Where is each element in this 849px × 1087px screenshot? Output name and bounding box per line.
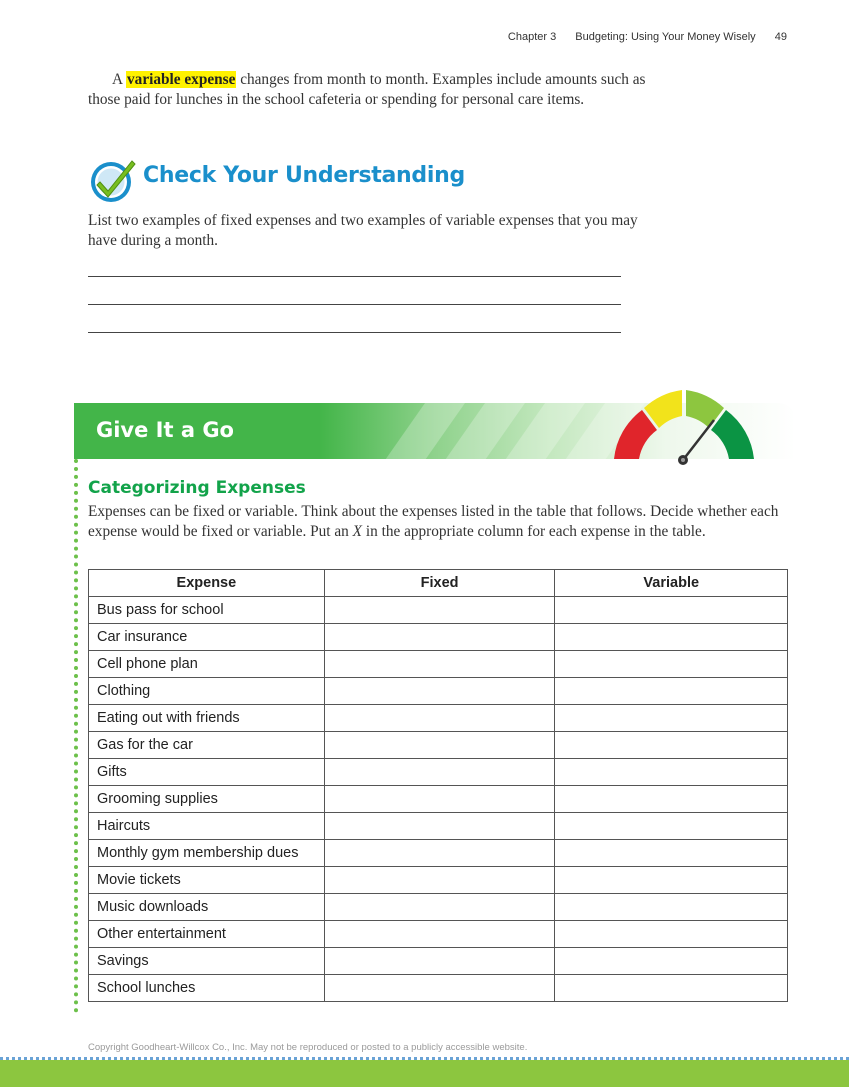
fixed-checkbox-cell[interactable] [324,732,555,759]
table-row [89,705,788,732]
footer-band [0,1060,849,1087]
expense-name-cell: School lunches [89,975,325,1002]
fixed-checkbox-cell[interactable] [324,705,555,732]
section-dotted-border [74,459,78,1013]
give-it-a-go-title: Give It a Go [96,418,234,442]
table-row [89,678,788,705]
expense-name-cell: Clothing [89,678,325,705]
table-row [89,975,788,1002]
column-header-variable: Variable [555,570,788,597]
fixed-checkbox-cell[interactable] [324,651,555,678]
table-row [89,813,788,840]
answer-line[interactable] [88,304,621,305]
instructions-part: in the appropriate column for each expense in the table. [365,522,706,540]
variable-checkbox-cell[interactable] [555,921,788,948]
variable-checkbox-cell[interactable] [555,597,788,624]
expense-name-cell: Other entertainment [89,921,325,948]
expense-name-cell: Monthly gym membership dues [89,840,325,867]
table-row [89,759,788,786]
table-row [89,651,788,678]
table-header-row [89,570,788,597]
answer-line[interactable] [88,332,621,333]
fixed-checkbox-cell[interactable] [324,975,555,1002]
variable-checkbox-cell[interactable] [555,813,788,840]
variable-checkbox-cell[interactable] [555,867,788,894]
expense-name-cell: Grooming supplies [89,786,325,813]
section-instructions [88,502,788,541]
table-row [89,894,788,921]
intro-prefix: A [112,71,123,88]
chapter-label: Chapter 3 [507,31,557,43]
expense-name-cell: Savings [89,948,325,975]
answer-line[interactable] [88,276,621,277]
fixed-checkbox-cell[interactable] [324,759,555,786]
expense-name-cell: Music downloads [89,894,325,921]
variable-checkbox-cell[interactable] [555,786,788,813]
variable-checkbox-cell[interactable] [555,840,788,867]
table-row [89,867,788,894]
intro-rest: changes from month to month. Examples include amounts such as those paid for lunches in the school cafeteria or spending for personal care items. [88,71,646,108]
fixed-checkbox-cell[interactable] [324,678,555,705]
variable-checkbox-cell[interactable] [555,732,788,759]
variable-checkbox-cell[interactable] [555,651,788,678]
speedometer-gauge-icon [612,386,756,476]
column-header-fixed: Fixed [324,570,555,597]
table-row [89,921,788,948]
table-body [89,597,788,1002]
expense-name-cell: Movie tickets [89,867,325,894]
fixed-checkbox-cell[interactable] [324,921,555,948]
highlighted-term: variable expense [127,71,236,88]
variable-checkbox-cell[interactable] [555,894,788,921]
table-row [89,597,788,624]
fixed-checkbox-cell[interactable] [324,597,555,624]
expense-name-cell: Cell phone plan [89,651,325,678]
copyright-notice: Copyright Goodheart-Willcox Co., Inc. May not be reproduced or posted to a publicly accessible website. [88,1042,528,1053]
fixed-checkbox-cell[interactable] [324,867,555,894]
fixed-checkbox-cell[interactable] [324,624,555,651]
table-row [89,948,788,975]
intro-paragraph [88,70,648,110]
table-row [89,732,788,759]
variable-checkbox-cell[interactable] [555,948,788,975]
variable-checkbox-cell[interactable] [555,624,788,651]
expense-name-cell: Car insurance [89,624,325,651]
variable-checkbox-cell[interactable] [555,975,788,1002]
running-header [492,31,787,43]
page-number: 49 [774,31,787,43]
expense-name-cell: Haircuts [89,813,325,840]
fixed-checkbox-cell[interactable] [324,786,555,813]
chapter-title: Budgeting: Using Your Money Wisely [575,31,756,43]
section-title: Categorizing Expenses [88,478,306,498]
checkmark-badge-icon [88,155,138,205]
cyu-prompt: List two examples of fixed expenses and two examples of variable expenses that you may have during a month. [88,212,638,249]
instructions-part: Expenses can be fixed or variable. Think about the expenses listed in the table that follows. Decide whether each expense would be fixed or variable. Put an [88,503,779,540]
variable-checkbox-cell[interactable] [555,705,788,732]
table-row [89,786,788,813]
expense-name-cell: Gas for the car [89,732,325,759]
table-row [89,840,788,867]
expense-name-cell: Bus pass for school [89,597,325,624]
table-row [89,624,788,651]
fixed-checkbox-cell[interactable] [324,894,555,921]
variable-checkbox-cell[interactable] [555,678,788,705]
fixed-checkbox-cell[interactable] [324,840,555,867]
expenses-table [88,569,788,1002]
fixed-checkbox-cell[interactable] [324,948,555,975]
expense-name-cell: Gifts [89,759,325,786]
column-header-expense: Expense [89,570,325,597]
expense-name-cell: Eating out with friends [89,705,325,732]
variable-checkbox-cell[interactable] [555,759,788,786]
fixed-checkbox-cell[interactable] [324,813,555,840]
check-understanding-title: Check Your Understanding [143,163,465,188]
instructions-x: X [352,522,363,540]
